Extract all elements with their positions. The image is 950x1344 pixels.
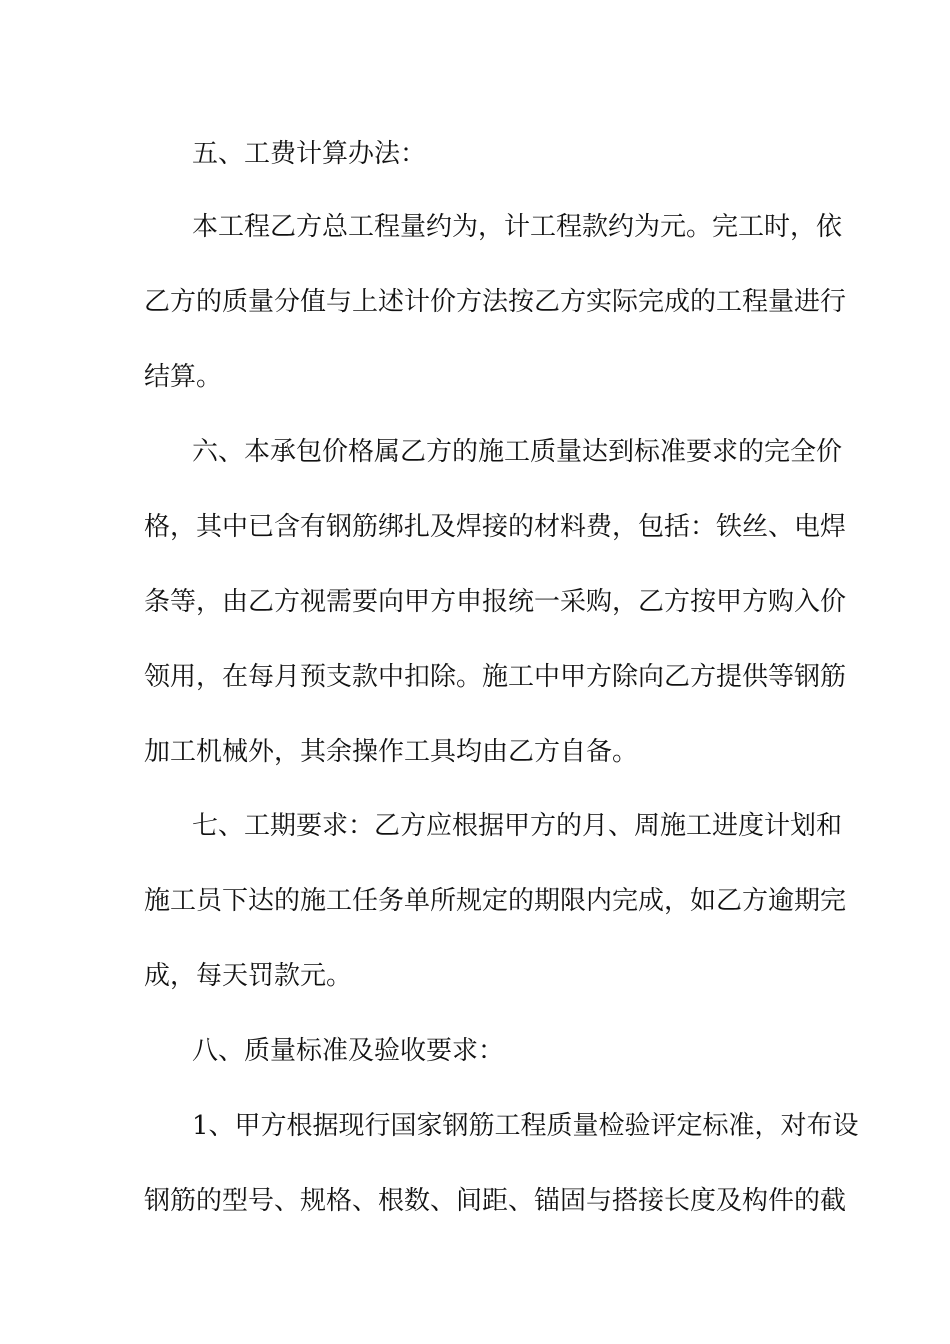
- paragraph-line: 结算。: [144, 362, 223, 392]
- paragraph-line: 1、甲方根据现行国家钢筋工程质量检验评定标准，对布设: [192, 1111, 859, 1141]
- paragraph-line: 格，其中已含有钢筋绑扎及焊接的材料费，包括：铁丝、电焊: [144, 512, 847, 542]
- section-heading-quality-standards: 八、质量标准及验收要求：: [192, 1036, 505, 1066]
- paragraph-line: 七、工期要求：乙方应根据甲方的月、周施工进度计划和: [192, 811, 843, 841]
- paragraph-line: 条等，由乙方视需要向甲方申报统一采购，乙方按甲方购入价: [144, 587, 847, 617]
- section-heading-fee-calculation: 五、工费计算办法：: [192, 139, 427, 169]
- paragraph-line: 钢筋的型号、规格、根数、间距、锚固与搭接长度及构件的截: [144, 1186, 847, 1216]
- paragraph-line: 成，每天罚款元。: [144, 961, 353, 991]
- paragraph-line: 六、本承包价格属乙方的施工质量达到标准要求的完全价: [192, 437, 843, 467]
- paragraph-line: 本工程乙方总工程量约为，计工程款约为元。完工时，依: [192, 212, 843, 242]
- paragraph-line: 领用，在每月预支款中扣除。施工中甲方除向乙方提供等钢筋: [144, 662, 847, 692]
- paragraph-line: 乙方的质量分值与上述计价方法按乙方实际完成的工程量进行: [144, 287, 847, 317]
- paragraph-line: 加工机械外，其余操作工具均由乙方自备。: [144, 737, 639, 767]
- paragraph-line: 施工员下达的施工任务单所规定的期限内完成，如乙方逾期完: [144, 886, 847, 916]
